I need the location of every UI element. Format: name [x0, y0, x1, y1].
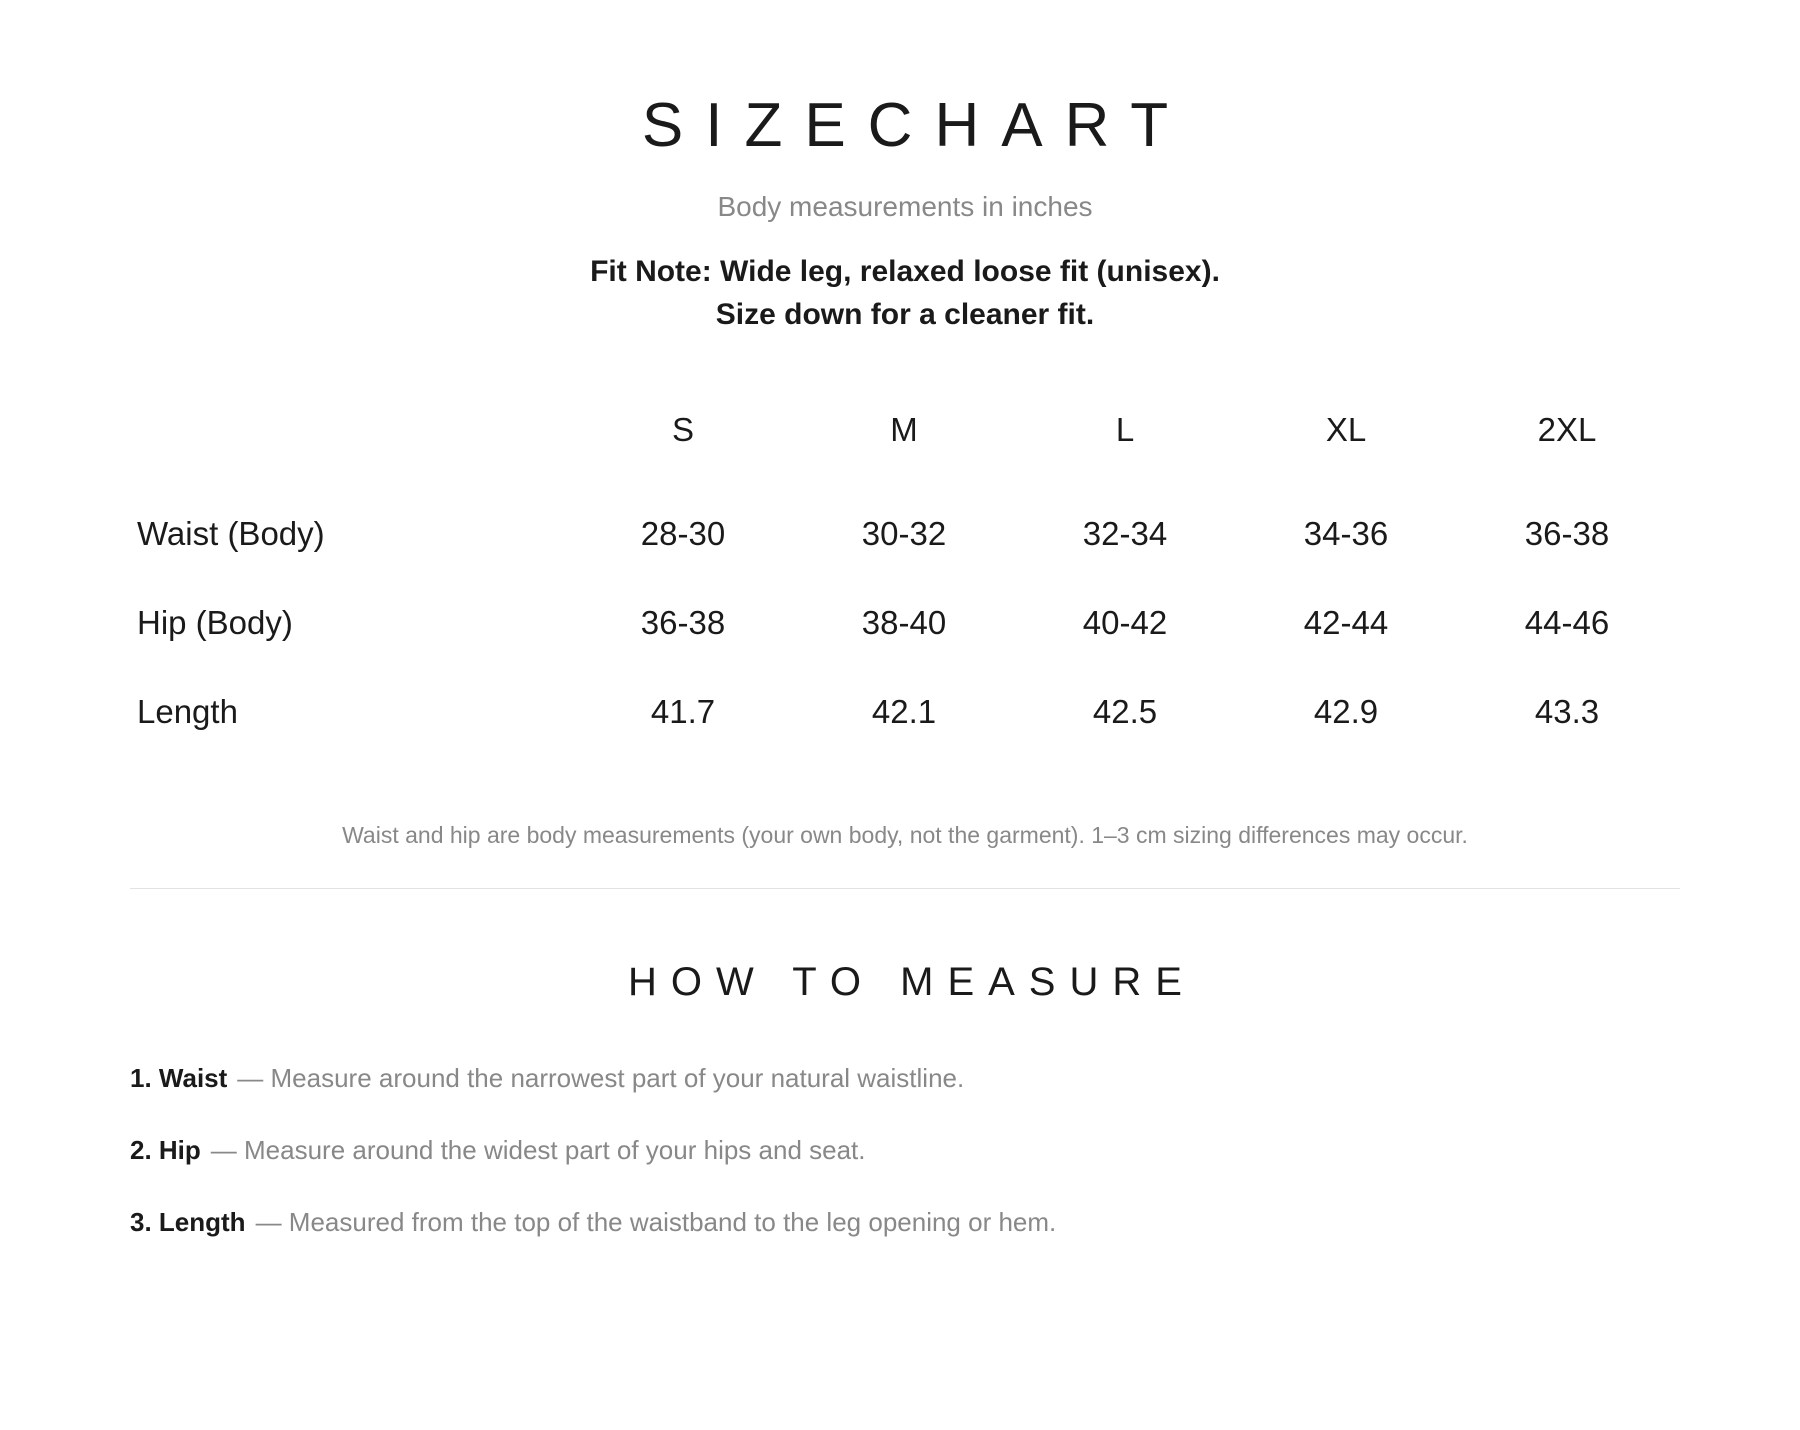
table-cell: 40-42: [1082, 604, 1168, 641]
fit-note-line-1: Fit Note: Wide leg, relaxed loose fit (unisex).: [590, 255, 1220, 288]
fit-note: [130, 250, 1680, 336]
size-header-l: L: [1115, 411, 1135, 448]
table-row-waist: [130, 512, 1680, 601]
table-cell: 38-40: [861, 604, 947, 641]
size-header-row: [130, 408, 1680, 512]
table-cell: 42-44: [1303, 604, 1389, 641]
measurement-note: Waist and hip are body measurements (your own body, not the garment). 1–3 cm sizing differences may occur.: [342, 822, 1468, 848]
size-header-m: M: [890, 411, 918, 448]
table-cell: 36-38: [1524, 515, 1610, 552]
table-cell: 28-30: [640, 515, 726, 552]
table-cell: 43.3: [1534, 693, 1600, 730]
size-table: [130, 408, 1680, 779]
page-title: SIZECHART: [641, 91, 1191, 160]
measure-steps: [130, 1060, 1680, 1276]
step-desc-waist: — Measure around the narrowest part of your natural waistline.: [237, 1063, 965, 1093]
table-cell: 32-34: [1082, 515, 1168, 552]
table-cell: 42.9: [1313, 693, 1379, 730]
fit-note-line-2: Size down for a cleaner fit.: [715, 298, 1095, 331]
section-divider: [130, 888, 1680, 889]
table-row-length: [130, 690, 1680, 779]
table-cell: 36-38: [640, 604, 726, 641]
table-row-hip: [130, 601, 1680, 690]
row-label-waist: Waist (Body): [137, 515, 325, 552]
size-header-xl: XL: [1325, 411, 1367, 448]
list-item: [130, 1060, 1680, 1132]
table-cell: 34-36: [1303, 515, 1389, 552]
table-cell: 42.1: [871, 693, 937, 730]
step-desc-hip: — Measure around the widest part of your hips and seat.: [210, 1135, 866, 1165]
table-cell: 41.7: [650, 693, 716, 730]
step-term-length: 3. Length: [130, 1207, 246, 1237]
list-item: [130, 1132, 1680, 1204]
table-cell: 42.5: [1092, 693, 1158, 730]
size-header-s: S: [671, 411, 694, 448]
row-label-hip: Hip (Body): [137, 604, 293, 641]
page-subtitle: Body measurements in inches: [717, 191, 1093, 222]
table-cell: 44-46: [1524, 604, 1610, 641]
step-term-waist: 1. Waist: [130, 1063, 228, 1093]
step-desc-length: — Measured from the top of the waistband to the leg opening or hem.: [255, 1207, 1057, 1237]
size-header-2xl: 2XL: [1537, 411, 1597, 448]
table-cell: 30-32: [861, 515, 947, 552]
list-item: [130, 1204, 1680, 1276]
row-label-length: Length: [137, 693, 238, 730]
how-to-measure-title: HOW TO MEASURE: [628, 960, 1196, 1004]
step-term-hip: 2. Hip: [130, 1135, 201, 1165]
